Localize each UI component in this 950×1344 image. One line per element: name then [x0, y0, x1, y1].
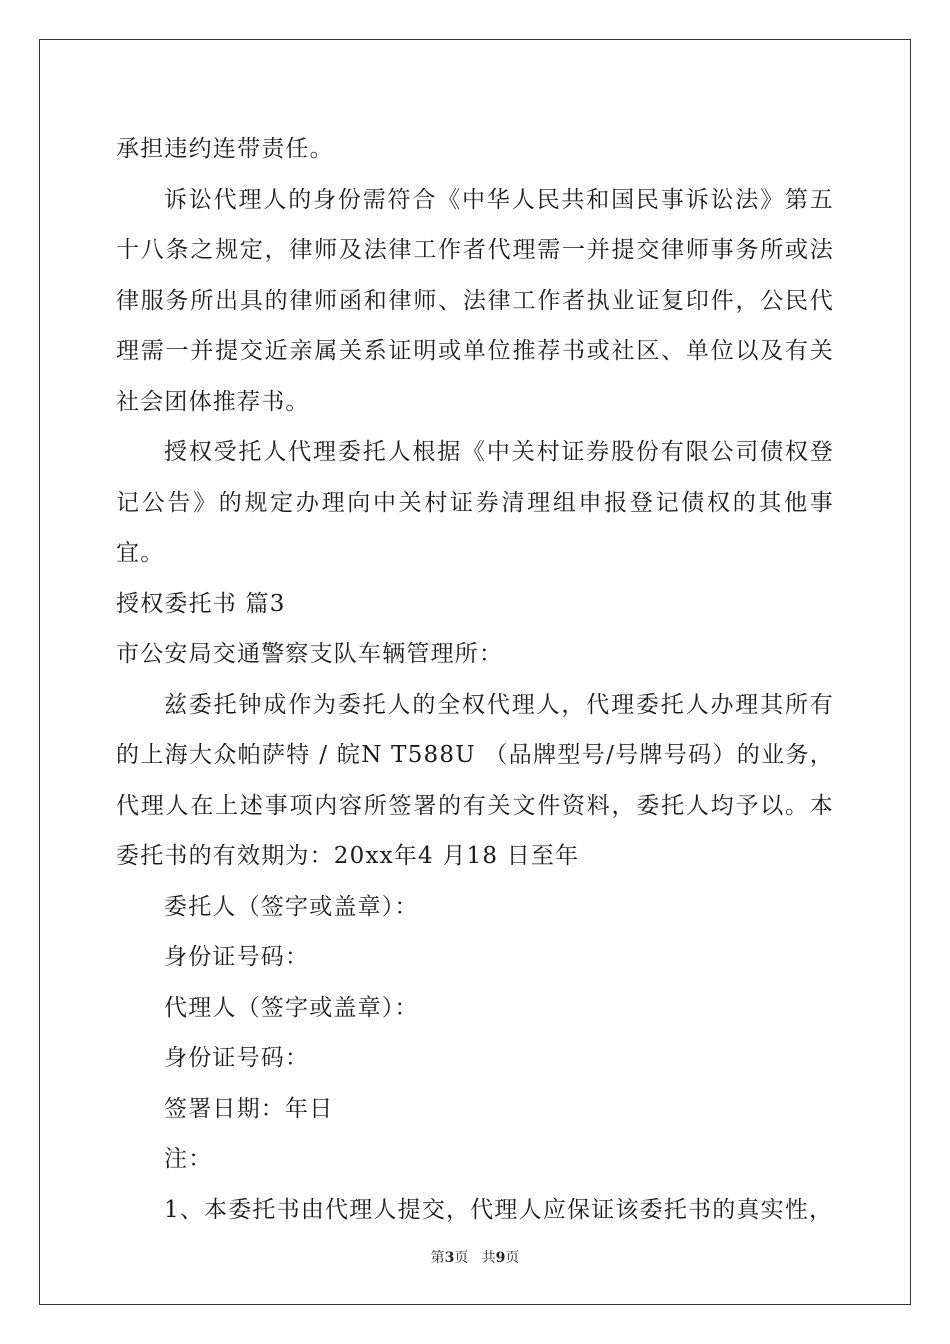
- document-body: [116, 124, 834, 1235]
- page-footer: [0, 1247, 950, 1267]
- agent-id-line: 身份证号码：: [164, 1045, 310, 1071]
- signing-date-line: 签署日期：年日: [164, 1095, 334, 1122]
- paragraph-2: 诉讼代理人的身份需符合《中华人民共和国民事诉讼法》第五十八条之规定，律师及法律工作者代理需一并提交律师事务所或法律服务所出具的律师函和律师、法律工作者执业证复印件，公民代理需一并提交近亲属关系证明或单位推荐书或社区、单位以及有关社会团体推荐书。: [116, 186, 834, 415]
- note-item-1: 1、本委托书由代理人提交，代理人应保证该委托书的真实性，: [164, 1196, 834, 1223]
- principal-signature-line: 委托人（签字或盖章）：: [164, 893, 419, 920]
- total-suffix: 页: [505, 1250, 520, 1266]
- paragraph-3: 授权受托人代理委托人根据《中关村证券股份有限公司债权登记公告》的规定办理向中关村证券清理组申报登记债权的其他事宜。: [116, 439, 834, 566]
- page-number: 3: [444, 1250, 455, 1266]
- paragraph-1: 承担违约连带责任。: [116, 136, 334, 162]
- total-prefix: 共: [481, 1250, 496, 1266]
- page-prefix: 第: [430, 1250, 445, 1266]
- section-heading: 授权委托书 篇3: [116, 590, 286, 617]
- total-pages: 9: [495, 1250, 506, 1266]
- addressee: 市公安局交通警察支队车辆管理所：: [116, 641, 504, 667]
- page-suffix: 页: [454, 1250, 469, 1266]
- note-heading: 注：: [164, 1146, 213, 1172]
- principal-id-line: 身份证号码：: [164, 944, 310, 970]
- paragraph-entrust: 兹委托钟成作为委托人的全权代理人，代理委托人办理其所有的上海大众帕萨特 / 皖N T588U （品牌型号/号牌号码）的业务，代理人在上述事项内容所签署的有关文件资料，委托人均予以。本委托书的有效期为：20xx年4 月18 日至年: [116, 691, 834, 869]
- agent-signature-line: 代理人（签字或盖章）：: [164, 994, 419, 1021]
